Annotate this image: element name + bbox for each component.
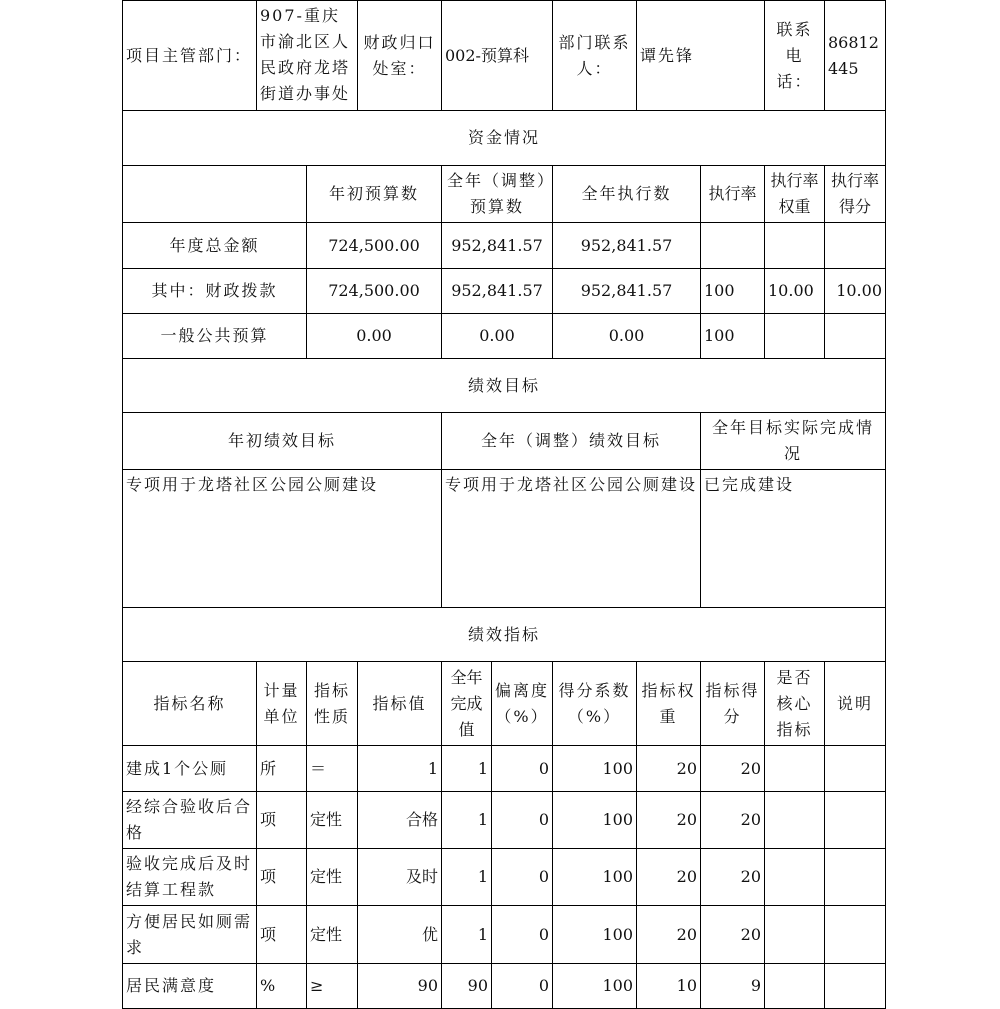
indicator-weight: 10 xyxy=(637,964,701,1009)
funds-row-weight: 10.00 xyxy=(765,269,825,314)
funds-row-initial: 724,500.00 xyxy=(307,269,442,314)
indicator-nature: ＝ xyxy=(307,746,358,792)
funds-row-score xyxy=(825,223,886,269)
indicator-unit: 项 xyxy=(257,849,307,906)
indicator-score: 20 xyxy=(701,849,765,906)
indicator-deviation: 0 xyxy=(492,849,553,906)
indicator-done: 1 xyxy=(442,746,492,792)
indicator-deviation: 0 xyxy=(492,906,553,964)
funds-col-adjusted: 全年（调整）预算数 xyxy=(442,166,553,223)
indicator-score: 20 xyxy=(701,792,765,849)
ind-col-target: 指标值 xyxy=(358,662,442,746)
funds-row-executed: 952,841.57 xyxy=(553,223,701,269)
indicator-nature: ≥ xyxy=(307,964,358,1009)
indicator-note xyxy=(825,964,886,1009)
funds-row-name: 其中：财政拨款 xyxy=(123,269,307,314)
indicator-target: 合格 xyxy=(358,792,442,849)
funds-row-score xyxy=(825,314,886,359)
funds-row-rate: 100 xyxy=(701,314,765,359)
funds-col-weight: 执行率权重 xyxy=(765,166,825,223)
indicator-core xyxy=(765,792,825,849)
goals-col-initial: 年初绩效目标 xyxy=(123,413,442,470)
indicators-section-title: 绩效指标 xyxy=(123,608,886,662)
indicator-name: 经综合验收后合格 xyxy=(123,792,257,849)
indicator-target: 90 xyxy=(358,964,442,1009)
indicator-score: 20 xyxy=(701,746,765,792)
funds-row-rate: 100 xyxy=(701,269,765,314)
adjusted-goal-text: 专项用于龙塔社区公园公厕建设 xyxy=(442,470,701,608)
contact-label: 部门联系人： xyxy=(553,1,637,111)
indicator-weight: 20 xyxy=(637,792,701,849)
funds-row-name: 一般公共预算 xyxy=(123,314,307,359)
indicator-done: 90 xyxy=(442,964,492,1009)
ind-col-score: 指标得分 xyxy=(701,662,765,746)
indicator-target: 及时 xyxy=(358,849,442,906)
indicator-nature: 定性 xyxy=(307,906,358,964)
indicator-core xyxy=(765,746,825,792)
indicator-nature: 定性 xyxy=(307,792,358,849)
ind-col-note: 说明 xyxy=(825,662,886,746)
ind-col-core: 是否核心指标 xyxy=(765,662,825,746)
goals-col-adjusted: 全年（调整）绩效目标 xyxy=(442,413,701,470)
indicator-name: 验收完成后及时结算工程款 xyxy=(123,849,257,906)
indicator-coef: 100 xyxy=(553,849,637,906)
funds-row-initial: 724,500.00 xyxy=(307,223,442,269)
indicator-deviation: 0 xyxy=(492,746,553,792)
funds-row-adjusted: 0.00 xyxy=(442,314,553,359)
indicator-note xyxy=(825,746,886,792)
indicator-coef: 100 xyxy=(553,964,637,1009)
indicator-unit: 项 xyxy=(257,906,307,964)
ind-col-deviation: 偏离度（%） xyxy=(492,662,553,746)
goals-col-actual: 全年目标实际完成情况 xyxy=(701,413,886,470)
funds-row-adjusted: 952,841.57 xyxy=(442,269,553,314)
dept-value: 907-重庆市渝北区人民政府龙塔街道办事处 xyxy=(257,1,358,111)
indicator-score: 20 xyxy=(701,906,765,964)
funds-section-title: 资金情况 xyxy=(123,111,886,166)
indicator-core xyxy=(765,849,825,906)
phone-label: 联系电话： xyxy=(765,1,825,111)
finance-label: 财政归口处室： xyxy=(358,1,442,111)
indicator-done: 1 xyxy=(442,849,492,906)
indicator-note xyxy=(825,906,886,964)
indicator-weight: 20 xyxy=(637,849,701,906)
indicator-target: 优 xyxy=(358,906,442,964)
goals-section-title: 绩效目标 xyxy=(123,359,886,413)
indicator-score: 9 xyxy=(701,964,765,1009)
indicator-name: 居民满意度 xyxy=(123,964,257,1009)
phone-value: 86812445 xyxy=(825,1,886,111)
dept-label: 项目主管部门： xyxy=(123,1,257,111)
ind-col-done: 全年完成值 xyxy=(442,662,492,746)
funds-row-weight xyxy=(765,223,825,269)
funds-col-executed: 全年执行数 xyxy=(553,166,701,223)
indicator-core xyxy=(765,906,825,964)
funds-row-rate xyxy=(701,223,765,269)
indicator-weight: 20 xyxy=(637,746,701,792)
funds-row-executed: 952,841.57 xyxy=(553,269,701,314)
indicator-unit: 所 xyxy=(257,746,307,792)
indicator-weight: 20 xyxy=(637,906,701,964)
funds-row-weight xyxy=(765,314,825,359)
indicator-note xyxy=(825,792,886,849)
funds-row-score: 10.00 xyxy=(825,269,886,314)
ind-col-nature: 指标性质 xyxy=(307,662,358,746)
indicator-name: 建成1个公厕 xyxy=(123,746,257,792)
ind-col-name: 指标名称 xyxy=(123,662,257,746)
indicator-deviation: 0 xyxy=(492,964,553,1009)
ind-col-unit: 计量单位 xyxy=(257,662,307,746)
ind-col-weight: 指标权重 xyxy=(637,662,701,746)
funds-col-rate: 执行率 xyxy=(701,166,765,223)
indicator-unit: % xyxy=(257,964,307,1009)
funds-row-name: 年度总金额 xyxy=(123,223,307,269)
indicator-core xyxy=(765,964,825,1009)
funds-row-adjusted: 952,841.57 xyxy=(442,223,553,269)
ind-col-coef: 得分系数（%） xyxy=(553,662,637,746)
actual-completion-text: 已完成建设 xyxy=(701,470,886,608)
indicator-coef: 100 xyxy=(553,746,637,792)
indicator-target: 1 xyxy=(358,746,442,792)
indicator-coef: 100 xyxy=(553,792,637,849)
funds-row-initial: 0.00 xyxy=(307,314,442,359)
funds-col-score: 执行率得分 xyxy=(825,166,886,223)
indicator-done: 1 xyxy=(442,792,492,849)
indicator-nature: 定性 xyxy=(307,849,358,906)
indicator-unit: 项 xyxy=(257,792,307,849)
indicator-name: 方便居民如厕需求 xyxy=(123,906,257,964)
funds-row-executed: 0.00 xyxy=(553,314,701,359)
initial-goal-text: 专项用于龙塔社区公园公厕建设 xyxy=(123,470,442,608)
indicator-note xyxy=(825,849,886,906)
indicator-coef: 100 xyxy=(553,906,637,964)
finance-value: 002-预算科 xyxy=(442,1,553,111)
funds-col-initial: 年初预算数 xyxy=(307,166,442,223)
indicator-deviation: 0 xyxy=(492,792,553,849)
indicator-done: 1 xyxy=(442,906,492,964)
funds-header-blank xyxy=(123,166,307,223)
contact-value: 谭先锋 xyxy=(637,1,765,111)
